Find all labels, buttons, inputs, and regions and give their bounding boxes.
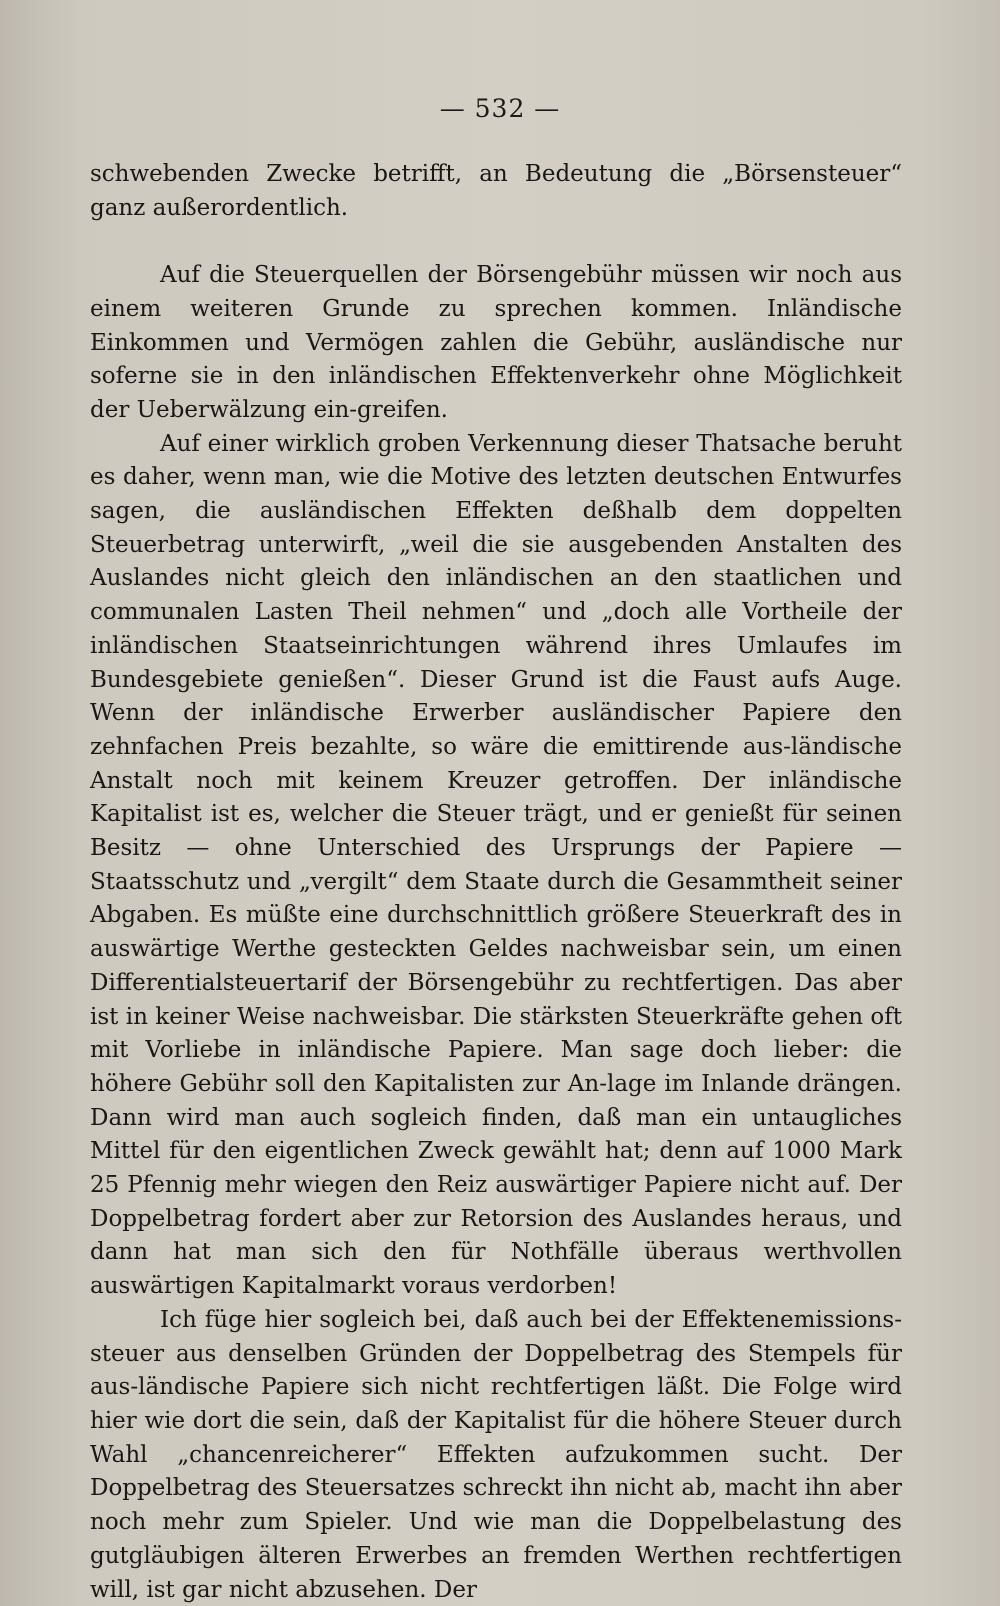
body-text xyxy=(90,158,902,1606)
paragraph-2: Auf die Steuerquellen der Börsengebühr müssen wir noch aus einem weiteren Grunde zu sprechen kommen. Inländische Einkommen und Vermögen zahlen die Gebühr, ausländische nur soferne sie in den inländischen Effektenverkehr ohne Möglichkeit der Ueberwälzung ein-greifen. xyxy=(90,262,902,423)
page-number: — 532 — xyxy=(439,94,561,123)
paragraph-4: Ich füge hier sogleich bei, daß auch bei der Effektenemissions-steuer aus denselben Gründen der Doppelbetrag des Stempels für aus-ländische Papiere sich nicht rechtfertigen läßt. Die Folge wird hier wie dort die sein, daß der Kapitalist für die höhere Steuer durch Wahl „chancenreicherer“ Effekten aufzukommen sucht. Der Doppelbetrag des Steuersatzes schreckt ihn nicht ab, macht ihn aber noch mehr zum Spieler. Und wie man die Doppelbelastung des gutgläubigen älteren Erwerbes an fremden Werthen rechtfertigen will, ist gar nicht abzusehen. Der xyxy=(90,1306,902,1603)
paragraph-1: schwebenden Zwecke betrifft, an Bedeutung die „Börsensteuer“ ganz außerordentlich. xyxy=(90,161,902,221)
paragraph-3: Auf einer wirklich groben Verkennung dieser Thatsache beruht es daher, wenn man, wie die Motive des letzten deutschen Entwurfes sagen, die ausländischen Effekten deßhalb dem doppelten Steuerbetrag unterwirft, „weil die sie ausgebenden Anstalten des Auslandes nicht gleich den inländischen an den staatlichen und communalen Lasten Theil nehmen“ und „doch alle Vortheile der inländischen Staatseinrichtungen während ihres Umlaufes im Bundesgebiete genießen“. Dieser Grund ist die Faust aufs Auge. Wenn der inländische Erwerber ausländischer Papiere den zehnfachen Preis bezahlte, so wäre die emittirende aus-ländische Anstalt noch mit keinem Kreuzer getroffen. Der inländische Kapitalist ist es, welcher die Steuer trägt, und er genießt für seinen Besitz — ohne Unterschied des Ursprungs der Papiere — Staatsschutz und „vergilt“ dem Staate durch die Gesammtheit seiner Abgaben. Es müßte eine durchschnittlich größere Steuerkraft des in auswärtige Werthe gesteckten Geldes nachweisbar sein, um einen Differentialsteuertarif der Börsengebühr zu rechtfertigen. Das aber ist in keiner Weise nachweisbar. Die stärksten Steuerkräfte gehen oft mit Vorliebe in inländische Papiere. Man sage doch lieber: die höhere Gebühr soll den Kapitalisten zur An-lage im Inlande drängen. Dann wird man auch sogleich finden, daß man ein untaugliches Mittel für den eigentlichen Zweck gewählt hat; denn auf 1000 Mark 25 Pfennig mehr wiegen den Reiz auswärtiger Papiere nicht auf. Der Doppelbetrag fordert aber zur Retorsion des Auslandes heraus, und dann hat man sich den für Nothfälle überaus werthvollen auswärtigen Kapitalmarkt voraus verdorben! xyxy=(90,430,902,1300)
